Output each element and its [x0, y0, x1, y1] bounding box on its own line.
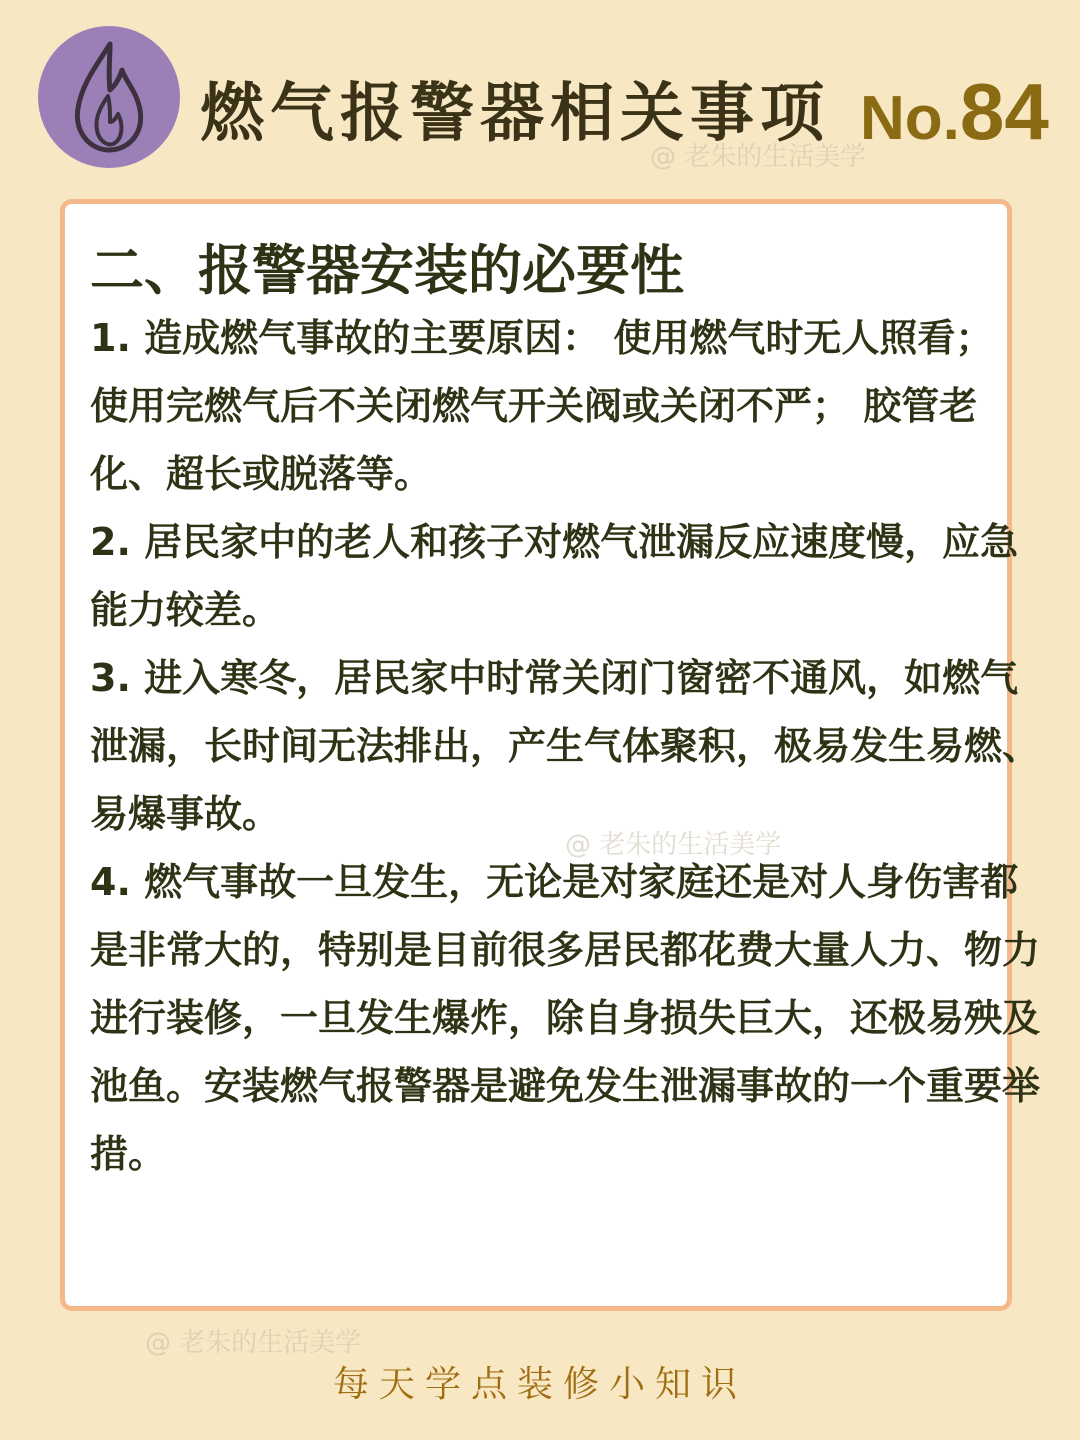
watermark: @ 老朱的生活美学 [145, 1328, 362, 1358]
content-body [90, 304, 1040, 1188]
logo [38, 26, 180, 168]
issue-number-value: 84 [959, 67, 1049, 156]
section-heading: 二、报警器安装的必要性 [90, 239, 684, 302]
page-title: 燃气报警器相关事项 [200, 77, 830, 151]
list-item: 4. 燃气事故一旦发生，无论是对家庭还是对人身伤害都是非常大的，特别是目前很多居民都花费大量人力、物力进行装修，一旦发生爆炸，除自身损失巨大，还极易殃及池鱼。安装燃气报警器是避免发生泄漏事故的一个重要举措。 [90, 860, 1041, 1176]
list-item: 3. 进入寒冬，居民家中时常关闭门窗密不通风，如燃气泄漏，长时间无法排出，产生气体聚积，极易发生易燃、易爆事故。 [90, 656, 1041, 836]
list-item: 2. 居民家中的老人和孩子对燃气泄漏反应速度慢，应急能力较差。 [90, 520, 1019, 632]
watermark: @ 老朱的生活美学 [565, 830, 782, 860]
flame-icon [38, 26, 180, 168]
issue-prefix: No. [860, 84, 960, 153]
list-item: 1. 造成燃气事故的主要原因： 使用燃气时无人照看； 使用完燃气后不关闭燃气开关阀或关闭不严； 胶管老化、超长或脱落等。 [90, 316, 994, 496]
watermark: @ 老朱的生活美学 [650, 142, 867, 172]
issue-number [860, 66, 1049, 158]
footer-tagline: 每天学点装修小知识 [332, 1364, 747, 1405]
